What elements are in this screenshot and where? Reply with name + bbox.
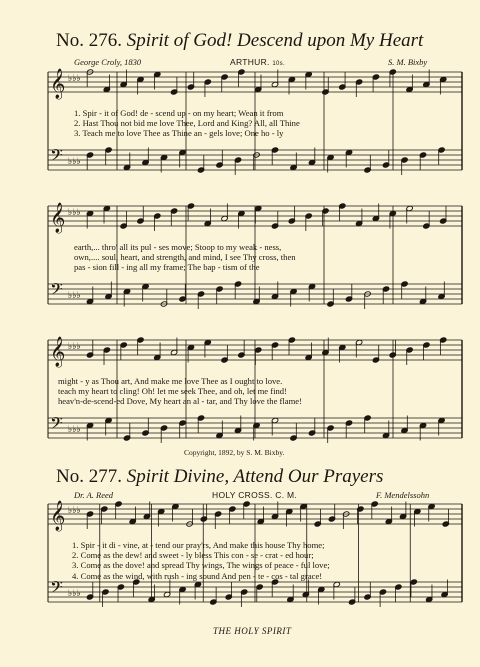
hymn-276-composer: S. M. Bixby [388,57,428,67]
hymn-name: Spirit Divine, Attend Our Prayers [126,466,384,487]
lyric-line: earth,... thro' all its pul - ses move; Stoop to my weak - ness, [74,242,282,252]
bass-clef-icon: 𝄢 [50,413,63,437]
bass-clef-icon: 𝄢 [50,279,63,303]
hymn-277-author: Dr. A. Reed [74,490,114,500]
bass-clef-icon: 𝄢 [50,577,63,601]
treble-clef-icon: 𝄞 [50,501,66,531]
bass-clef-icon: 𝄢 [50,145,63,169]
key-signature-icon: ♭♭♭ [68,425,81,435]
lyric-line: teach my heart to cling! Oh! let me seek Thee, and oh, let me find! [58,386,287,397]
hymn-277-composer: F. Mendelssohn [376,490,430,500]
hymn-name: Spirit of God! Descend upon My Heart [126,30,424,51]
hymn-276-lyrics-system-1 [74,108,300,139]
key-signature-icon: ♭♭♭ [68,208,81,218]
hymn-number: No. 276. [56,30,122,51]
lyric-line: own,.... soul, heart, and strength, and mind, I see Thy cross, then [74,252,296,263]
lyric-line: 3. Come as the dove! and spread Thy wings, The wings of peace - ful love; [72,560,330,571]
tune-name: ARTHUR. [230,57,270,67]
lyric-line: pas - sion fill - ing all my frame; The bap - tism of the [74,262,260,273]
key-signature-icon: ♭♭♭ [68,506,81,516]
lyric-line: heav'n-de-scend-ed Dove, My heart an al - tar, and Thy love the flame! [58,396,302,407]
hymn-277-title [56,466,383,488]
treble-clef-icon: 𝄞 [50,203,66,233]
key-signature-icon: ♭♭♭ [68,74,81,84]
tune-meter: 10s. [272,61,285,67]
key-signature-icon: ♭♭♭ [68,589,81,599]
lyric-line: 4. Come as the wind, with rush - ing sound And pen - te - cos - tal grace! [72,570,323,581]
copyright-note: Copyright, 1892, by S. M. Bixby. [184,448,285,457]
hymn-277-tune: HOLY CROSS. C. M. [212,490,298,500]
lyric-line: 2. Hast Thou not bid me love Thee, Lord and King? All, all Thine [74,118,300,129]
page-footer: THE HOLY SPIRIT [213,626,292,636]
hymn-number: No. 277. [56,466,122,487]
key-signature-icon: ♭♭♭ [68,291,81,301]
key-signature-icon: ♭♭♭ [68,157,81,167]
hymn-276-author: George Croly, 1830 [74,57,142,67]
hymn-277-lyrics-system-1 [72,540,330,581]
treble-clef-icon: 𝄞 [50,69,66,99]
hymn-276-lyrics-system-2 [74,242,296,273]
hymn-276-lyrics-system-3 [58,376,302,407]
lyric-line: 1. Spir - it of God! de - scend up - on my heart; Wean it from [74,108,284,118]
hymn-276-title [56,30,423,52]
hymn-276-tune [230,57,285,67]
key-signature-icon: ♭♭♭ [68,342,81,352]
lyric-line: might - y as Thou art, And make me love Thee as I ought to love. [58,376,283,386]
lyric-line: 1. Spir - it di - vine, at - tend our pray'rs, And make this house Thy home; [72,540,325,550]
lyric-line: 2. Come as the dew! and sweet - ly bless This con - se - crat - ed hour; [72,550,314,561]
lyric-line: 3. Teach me to love Thee as Thine an - gels love; One ho - ly [74,128,284,139]
treble-clef-icon: 𝄞 [50,337,66,367]
